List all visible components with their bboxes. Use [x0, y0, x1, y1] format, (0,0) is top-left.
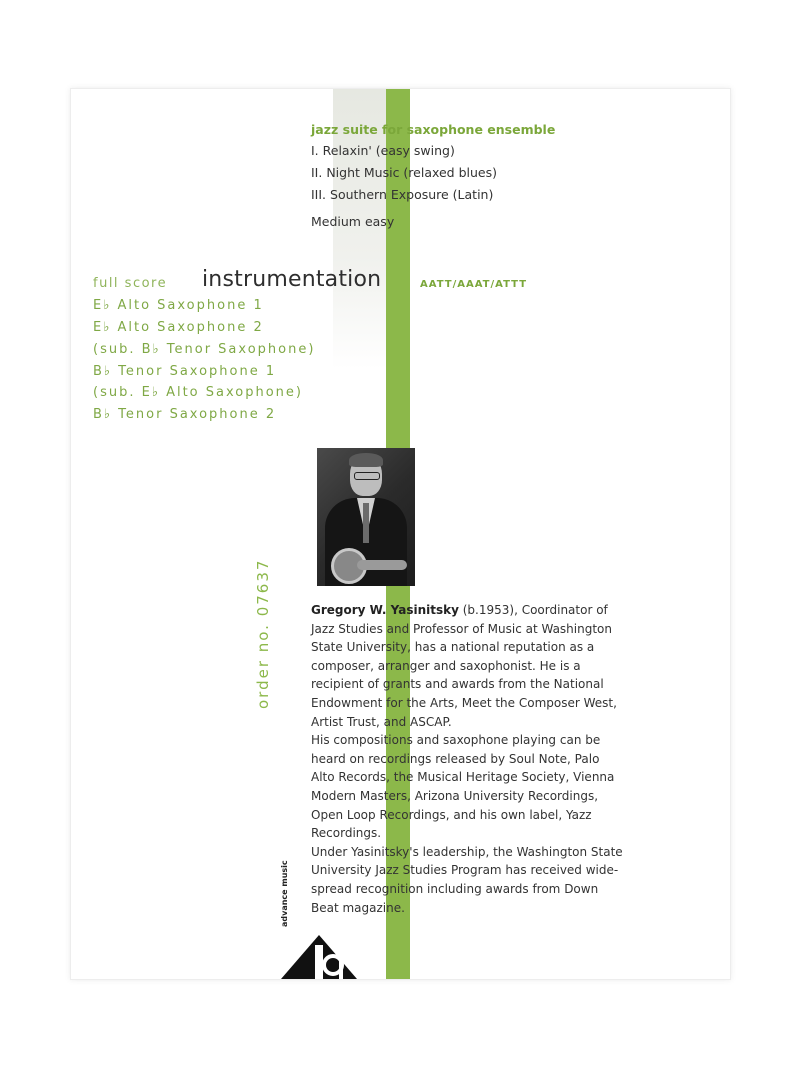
composer-name: Gregory W. Yasinitsky	[311, 603, 459, 617]
instrument-item: E♭ Alto Saxophone 2	[93, 320, 264, 335]
voicings-label: AATT/AAAT/ATTT	[420, 279, 528, 290]
publisher-name: advance music	[280, 860, 289, 927]
instrument-item: B♭ Tenor Saxophone 2	[93, 407, 277, 422]
bio-paragraph-1: (b.1953), Coordinator of Jazz Studies and Professor of Music at Washington State University, has a national reputation as a composer, arranger and saxophonist. He is a recipient of grants and awards from the National Endowment for the Arts, Meet the Composer West, Artist Trust, and ASCAP.	[311, 603, 617, 729]
instrument-item: (sub. E♭ Alto Saxophone)	[93, 385, 303, 400]
movement-3: III. Southern Exposure (Latin)	[311, 187, 494, 202]
bio-paragraph-2: His compositions and saxophone playing can be heard on recordings released by Soul Note, Palo Alto Records, the Musical Heritage Society, Vienna Modern Masters, Arizona University Recordings, Open Loop Recordings, and his own label, Yazz Recordings.	[311, 733, 615, 841]
instrument-item: E♭ Alto Saxophone 1	[93, 298, 264, 313]
movement-1: I. Relaxin' (easy swing)	[311, 143, 455, 158]
order-number: order no. 07637	[254, 558, 272, 709]
instrument-item: B♭ Tenor Saxophone 1	[93, 364, 277, 379]
composer-photo	[317, 448, 415, 586]
bio-paragraph-3: Under Yasinitsky's leadership, the Washington State University Jazz Studies Program has received wide-spread recognition including awards from Down Beat magazine.	[311, 844, 623, 915]
composer-bio	[311, 601, 626, 917]
publisher-logo-icon	[281, 931, 357, 979]
full-score-label: full score	[93, 276, 168, 291]
movement-2: II. Night Music (relaxed blues)	[311, 165, 497, 180]
suite-title: jazz suite for saxophone ensemble	[311, 122, 556, 137]
difficulty-level: Medium easy	[311, 214, 395, 229]
score-back-cover	[70, 88, 731, 980]
instrument-item: (sub. B♭ Tenor Saxophone)	[93, 342, 316, 357]
instrumentation-heading: instrumentation	[202, 267, 382, 292]
